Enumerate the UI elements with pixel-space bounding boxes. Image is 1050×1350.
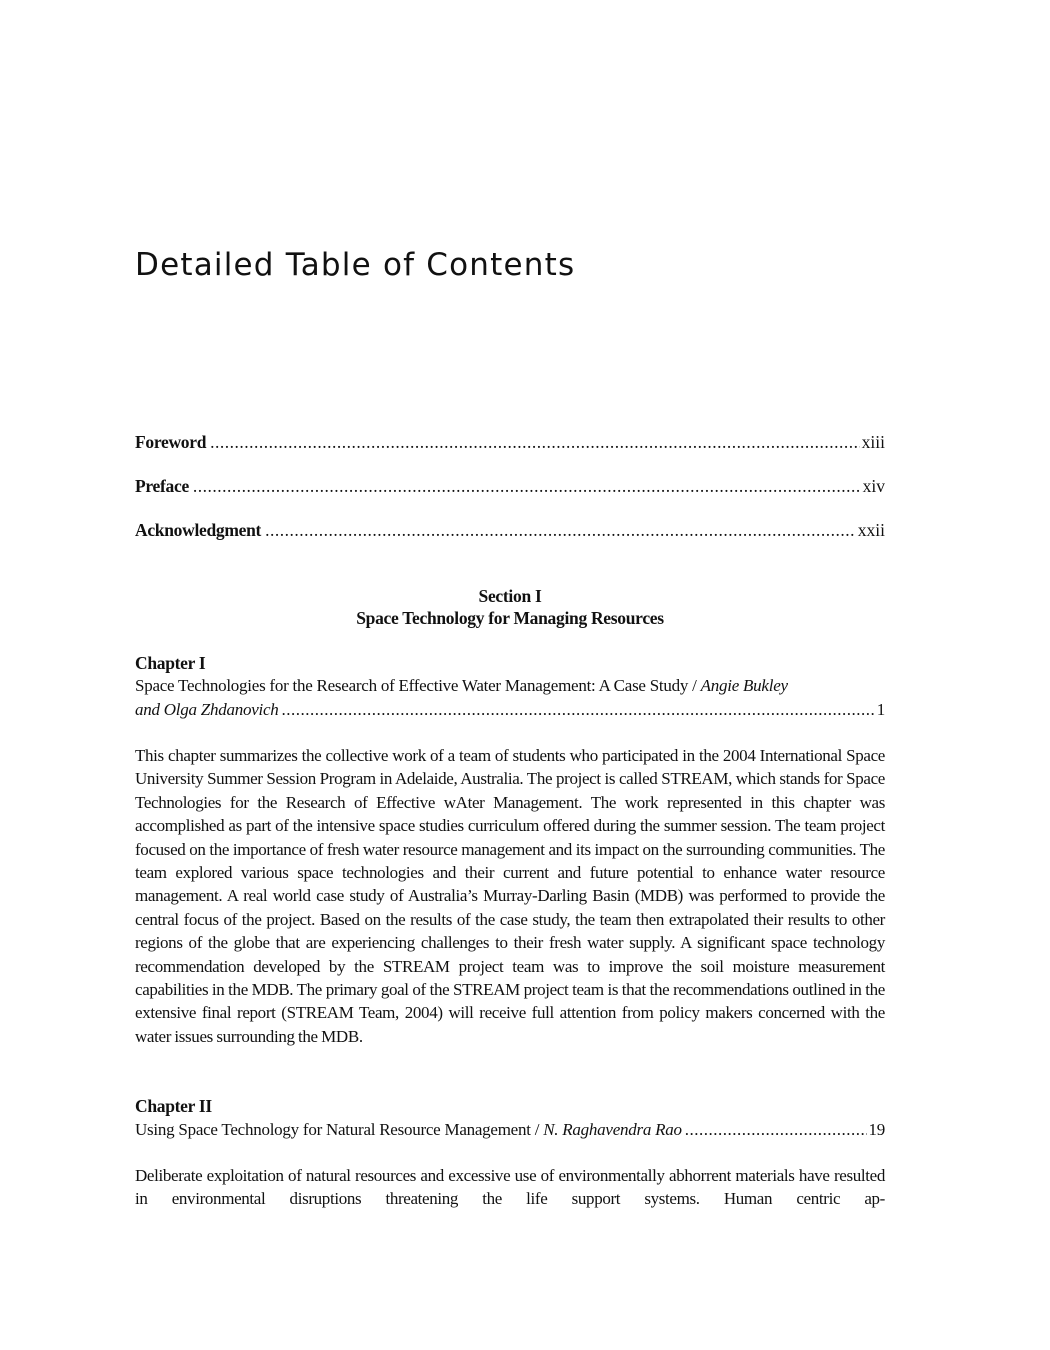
section-number: Section I xyxy=(478,586,542,606)
chapter-2-abstract: Deliberate exploitation of natural resources and excessive use of environmentally abhorrent materials have resulted in environmental disruptions threatening the life support systems. Human centric ap- xyxy=(135,1166,885,1209)
toc-entry-preface[interactable] xyxy=(135,475,885,497)
toc-entry-label: Foreword xyxy=(135,432,207,452)
chapter-1-title-text: Space Technologies for the Research of Effective Water Management: A Case Study / xyxy=(135,676,701,695)
chapter-1-author-continued: and Olga Zhdanovich xyxy=(135,700,279,719)
chapter-1-author: Angie Bukley xyxy=(700,676,788,695)
chapter-2-title[interactable] xyxy=(135,1118,885,1142)
page-title: Detailed Table of Contents xyxy=(135,247,576,283)
chapter-1-title[interactable] xyxy=(135,674,885,698)
toc-entry-foreword[interactable] xyxy=(135,431,885,453)
chapter-1-title-continued[interactable] xyxy=(135,698,885,722)
toc-entry-label: Preface xyxy=(135,476,189,496)
leader-dots xyxy=(193,475,861,497)
chapter-1-abstract: This chapter summarizes the collective work of a team of students who participated in the 2004 International Space University Summer Session Program in Adelaide, Australia. The project is called STREAM, which stands for Space Technologies for the Research of Effective wAter Management. The work represented in this chapter was accomplished as part of the intensive space studies curriculum offered during the summer session. The team project focused on the importance of fresh water resource management and its impact on the surrounding communities. The team explored various space technologies and their current and future potential to enhance water resource management. A real world case study of Australia’s Murray-Darling Basin (MDB) was performed to provide the central focus of the project. Based on the results of the case study, the team then extrapolated their results to other regions of the globe that are experiencing challenges to their fresh water supply. A significant space technology recommendation developed by the STREAM project team was to improve the soil moisture measurement capabilities in the MDB. The primary goal of the STREAM project team is that the recommendations outlined in the extensive final report (STREAM Team, 2004) will receive full attention from policy makers concerned with the water issues surrounding the MDB. xyxy=(135,746,885,1046)
leader-dots xyxy=(210,431,860,453)
leader-dots xyxy=(282,698,875,722)
leader-dots xyxy=(685,1118,867,1142)
toc-page-number: xxii xyxy=(857,520,885,540)
chapter-2-page-number: 19 xyxy=(868,1120,885,1139)
chapter-2-label: Chapter II xyxy=(135,1096,212,1116)
chapter-1-page-number: 1 xyxy=(876,700,885,719)
toc-entry-label: Acknowledgment xyxy=(135,520,262,540)
toc-page-number: xiv xyxy=(862,476,885,496)
section-title: Space Technology for Managing Resources xyxy=(356,608,664,628)
chapter-1-label: Chapter I xyxy=(135,653,206,673)
chapter-2-author: N. Raghavendra Rao xyxy=(543,1120,682,1139)
toc-page-number: xiii xyxy=(861,432,885,452)
leader-dots xyxy=(265,519,856,541)
toc-entry-acknowledgment[interactable] xyxy=(135,519,885,541)
chapter-2-title-text: Using Space Technology for Natural Resource Management / xyxy=(135,1120,544,1139)
